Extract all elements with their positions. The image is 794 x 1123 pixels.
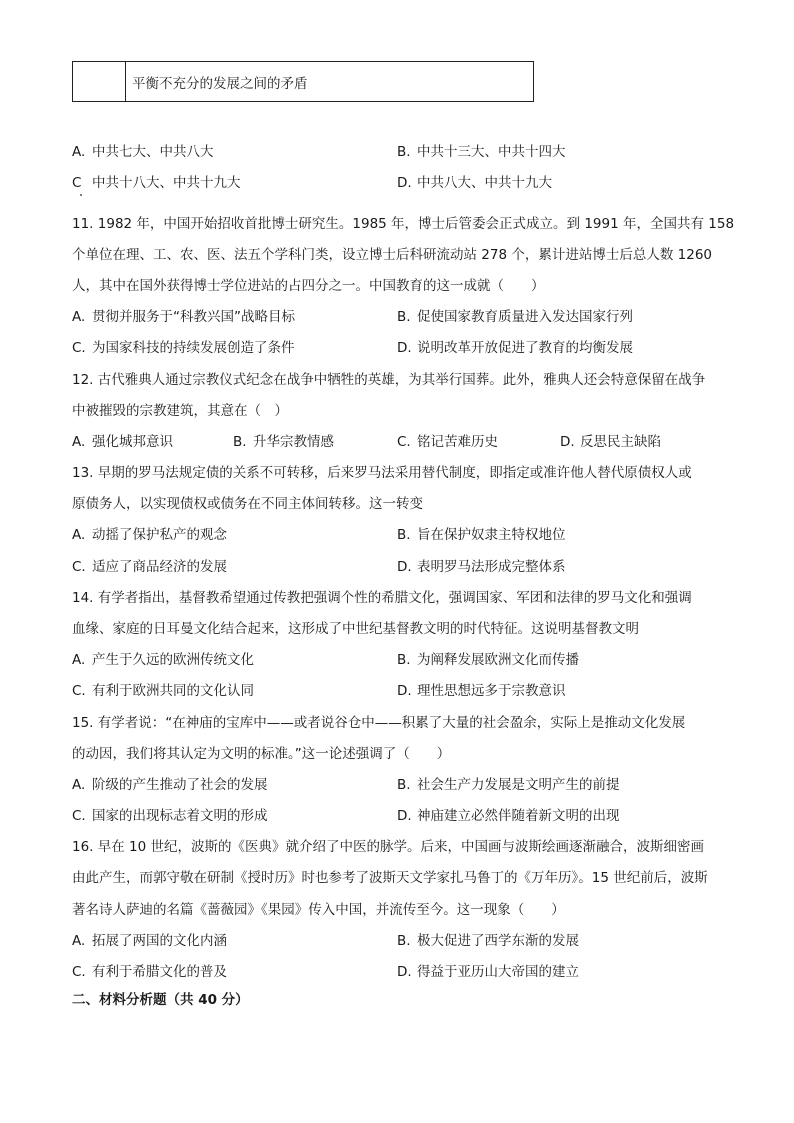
q13-stem-line: 13. 早期的罗马法规定债的关系不可转移，后来罗马法采用替代制度，即指定或准许他人替代原债权人或 [72,465,692,481]
q15-option-b[interactable]: B. 社会生产力发展是文明产生的前提 [397,777,620,793]
q13-option-d[interactable]: D. 表明罗马法形成完整体系 [397,559,566,575]
q16-option-d[interactable]: D. 得益于亚历山大帝国的建立 [397,964,579,980]
q13-option-c[interactable]: C. 适应了商品经济的发展 [72,559,227,575]
q10-option-d[interactable]: D. 中共八大、中共十九大 [397,175,552,191]
q11-stem-line: 11. 1982 年，中国开始招收首批博士研究生。1985 年，博士后管委会正式成立。到 1991 年，全国共有 158 [72,216,735,232]
q12-stem-line: 中被摧毁的宗教建筑，其意在（ ） [72,403,288,419]
q10-option-a[interactable]: A. 中共七大、中共八大 [72,144,214,160]
q16-option-c[interactable]: C. 有利于希腊文化的普及 [72,964,227,980]
q12-option-a[interactable]: A. 强化城邦意识 [72,434,173,450]
table-empty-cell [73,62,126,101]
q11-stem-line: 人，其中在国外获得博士学位进站的占四分之一。中国教育的这一成就（ ） [72,278,545,294]
q13-option-a[interactable]: A. 动摇了保护私产的观念 [72,527,227,543]
q15-stem-line: 15. 有学者说：“在神庙的宝库中——或者说谷仓中——积累了大量的社会盈余，实际上是推动文化发展 [72,715,686,731]
q12-option-d[interactable]: D. 反思民主缺陷 [560,434,661,450]
q15-option-c[interactable]: C. 国家的出现标志着文明的形成 [72,808,268,824]
q14-option-a[interactable]: A. 产生于久远的欧洲传统文化 [72,652,254,668]
q14-option-c[interactable]: C. 有利于欧洲共同的文化认同 [72,683,254,699]
q12-stem-line: 12. 古代雅典人通过宗教仪式纪念在战争中牺牲的英雄，为其举行国葬。此外，雅典人还会特意保留在战争 [72,372,706,388]
q11-option-d[interactable]: D. 说明改革开放促进了教育的均衡发展 [397,340,633,356]
section-heading: 二、材料分析题（共 40 分） [72,992,249,1008]
q16-option-b[interactable]: B. 极大促进了西学东渐的发展 [397,933,579,949]
q16-option-a[interactable]: A. 拓展了两国的文化内涵 [72,933,227,949]
q16-stem-line: 由此产生，而郭守敬在研制《授时历》时也参考了波斯天文学家扎马鲁丁的《万年历》。15 世纪前后，波斯 [72,870,708,886]
q13-stem-line: 原债务人，以实现债权或债务在不同主体间转移。这一转变 [72,496,423,512]
q15-option-d[interactable]: D. 神庙建立必然伴随着新文明的出现 [397,808,620,824]
q10-option-c[interactable]: C 中共十八大、中共十九大 [72,175,241,191]
q11-option-b[interactable]: B. 促使国家教育质量进入发达国家行列 [397,309,633,325]
q11-option-c[interactable]: C. 为国家科技的持续发展创造了条件 [72,340,295,356]
q15-option-a[interactable]: A. 阶级的产生推动了社会的发展 [72,777,268,793]
q14-stem-line: 血缘、家庭的日耳曼文化结合起来，这形成了中世纪基督教文明的时代特征。这说明基督教文明 [72,621,639,637]
q14-option-d[interactable]: D. 理性思想远多于宗教意识 [397,683,566,699]
q12-option-c[interactable]: C. 铭记苦难历史 [397,434,498,450]
q15-stem-line: 的动因，我们将其认定为文明的标准。”这一论述强调了（ ） [72,746,451,762]
q10-option-b[interactable]: B. 中共十三大、中共十四大 [397,144,566,160]
q11-option-a[interactable]: A. 贯彻并服务于“科教兴国”战略目标 [72,309,295,325]
q12-option-b[interactable]: B. 升华宗教情感 [233,434,334,450]
q13-option-b[interactable]: B. 旨在保护奴隶主特权地位 [397,527,566,543]
q16-stem-line: 16. 早在 10 世纪，波斯的《医典》就介绍了中医的脉学。后来，中国画与波斯绘画逐渐融合，波斯细密画 [72,839,705,855]
q11-stem-line: 个单位在理、工、农、医、法五个学科门类，设立博士后科研流动站 278 个，累计进站博士后总人数 1260 [72,247,712,263]
q14-stem-line: 14. 有学者指出，基督教希望通过传教把强调个性的希腊文化，强调国家、军团和法律的罗马文化和强调 [72,590,692,606]
q16-stem-line: 著名诗人萨迪的名篇《蔷薇园》《果园》传入中国，并流传至今。这一现象（ ） [72,902,565,918]
stray-dot [80,194,82,196]
q14-option-b[interactable]: B. 为阐释发展欧洲文化而传播 [397,652,579,668]
table-cell: 平衡不充分的发展之间的矛盾 [132,75,308,92]
answer-table-fragment [72,61,534,102]
